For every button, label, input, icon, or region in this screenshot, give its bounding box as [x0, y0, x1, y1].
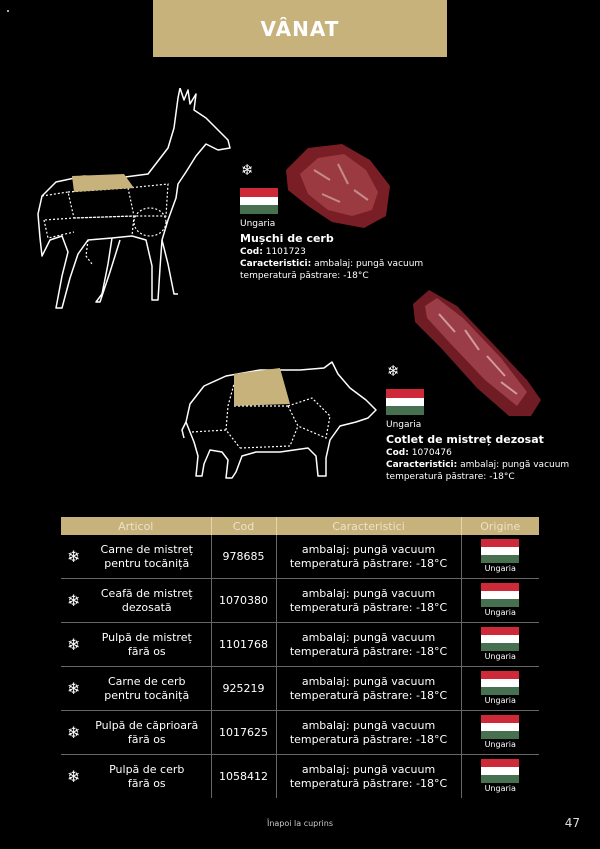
origin-country: Ungaria: [484, 652, 516, 661]
back-to-contents-link[interactable]: Înapoi la cuprins: [266, 819, 334, 828]
cell-caracteristici: ambalaj: pungă vacuum temperatură păstrare: -18°C: [276, 755, 461, 799]
origin-country: Ungaria: [484, 784, 516, 793]
boar-cut-illustration: [180, 360, 380, 485]
cell-articol: [61, 535, 211, 579]
snowflake-icon: ❄: [241, 161, 254, 179]
cell-caracteristici: ambalaj: pungă vacuum temperatură păstrare: -18°C: [276, 579, 461, 623]
page-title: VÂNAT: [260, 16, 340, 41]
cell-cod: 978685: [211, 535, 276, 579]
article-name: Pulpă de cerb fără os: [109, 762, 185, 790]
hungary-flag-icon: [481, 539, 519, 563]
origin-country: Ungaria: [484, 696, 516, 705]
snowflake-icon: ❄: [67, 634, 81, 654]
cell-caracteristici: ambalaj: pungă vacuum temperatură păstrare: -18°C: [276, 711, 461, 755]
article-name: Pulpă de căprioară fără os: [95, 718, 199, 746]
column-header-origine: Origine: [461, 517, 539, 535]
table-row: [61, 623, 539, 667]
table-row: [61, 535, 539, 579]
cell-origine: [461, 711, 539, 755]
cell-origine: [461, 579, 539, 623]
product-origin: Ungaria: [240, 219, 276, 229]
product-origin: Ungaria: [386, 420, 422, 430]
origin-country: Ungaria: [484, 740, 516, 749]
snowflake-icon: ❄: [67, 678, 81, 698]
hungary-flag-icon: [481, 671, 519, 695]
table-header: [61, 517, 539, 535]
cell-articol: [61, 623, 211, 667]
cell-articol: [61, 579, 211, 623]
hungary-flag-icon: [481, 583, 519, 607]
cell-articol: [61, 667, 211, 711]
hungary-flag-icon: [481, 759, 519, 783]
cell-caracteristici: ambalaj: pungă vacuum temperatură păstrare: -18°C: [276, 535, 461, 579]
table-row: [61, 667, 539, 711]
product-info-venison-loin: [240, 218, 423, 282]
table-row: [61, 579, 539, 623]
cell-origine: [461, 667, 539, 711]
product-code-line: Cod: 1070476: [386, 448, 452, 458]
cell-cod: 925219: [211, 667, 276, 711]
column-header-cod: Cod: [211, 517, 276, 535]
product-code-line: Cod: 1101723: [240, 247, 306, 257]
snowflake-icon: ❄: [67, 722, 81, 742]
cell-origine: [461, 535, 539, 579]
page-number: 47: [564, 816, 580, 830]
column-header-articol: Articol: [61, 517, 211, 535]
cell-caracteristici: ambalaj: pungă vacuum temperatură păstrare: -18°C: [276, 667, 461, 711]
cell-cod: 1070380: [211, 579, 276, 623]
products-table: [61, 517, 539, 798]
boar-chop-photo: [405, 288, 545, 423]
hungary-flag-icon: [481, 715, 519, 739]
product-characteristics-line: Caracteristici: ambalaj: pungă vacuum: [386, 460, 570, 470]
cell-origine: [461, 755, 539, 799]
cell-caracteristici: ambalaj: pungă vacuum temperatură păstrare: -18°C: [276, 623, 461, 667]
article-name: Ceafă de mistreț dezosată: [100, 586, 193, 614]
hungary-flag-icon: [481, 627, 519, 651]
hungary-flag-icon: [240, 188, 278, 214]
origin-country: Ungaria: [484, 564, 516, 573]
cell-articol: [61, 711, 211, 755]
cell-cod: 1058412: [211, 755, 276, 799]
snowflake-icon: ❄: [67, 546, 81, 566]
column-header-caracteristici: Caracteristici: [276, 517, 461, 535]
cell-origine: [461, 623, 539, 667]
table-row: [61, 755, 539, 799]
snowflake-icon: ❄: [67, 766, 81, 786]
section-title-banner: [153, 0, 447, 57]
product-characteristics-line: Caracteristici: ambalaj: pungă vacuum: [240, 259, 424, 269]
table-row: [61, 711, 539, 755]
cell-articol: [61, 755, 211, 799]
product-info-boar-chop: [386, 419, 569, 483]
origin-country: Ungaria: [484, 608, 516, 617]
article-name: Pulpă de mistreț fără os: [101, 630, 192, 658]
hungary-flag-icon: [386, 389, 424, 415]
product-name: Cotlet de mistreț dezosat: [386, 433, 544, 446]
deer-cut-illustration: [28, 88, 238, 313]
snowflake-icon: ❄: [67, 590, 81, 610]
product-temperature-line: temperatură păstrare: -18°C: [240, 271, 369, 281]
product-name: Mușchi de cerb: [240, 232, 334, 245]
product-temperature-line: temperatură păstrare: -18°C: [386, 472, 515, 482]
article-name: Carne de mistreț pentru tocăniță: [100, 542, 193, 570]
cell-cod: 1017625: [211, 711, 276, 755]
corner-mark: [7, 10, 9, 12]
article-name: Carne de cerb pentru tocăniță: [104, 674, 190, 702]
cell-cod: 1101768: [211, 623, 276, 667]
snowflake-icon: ❄: [387, 362, 400, 380]
